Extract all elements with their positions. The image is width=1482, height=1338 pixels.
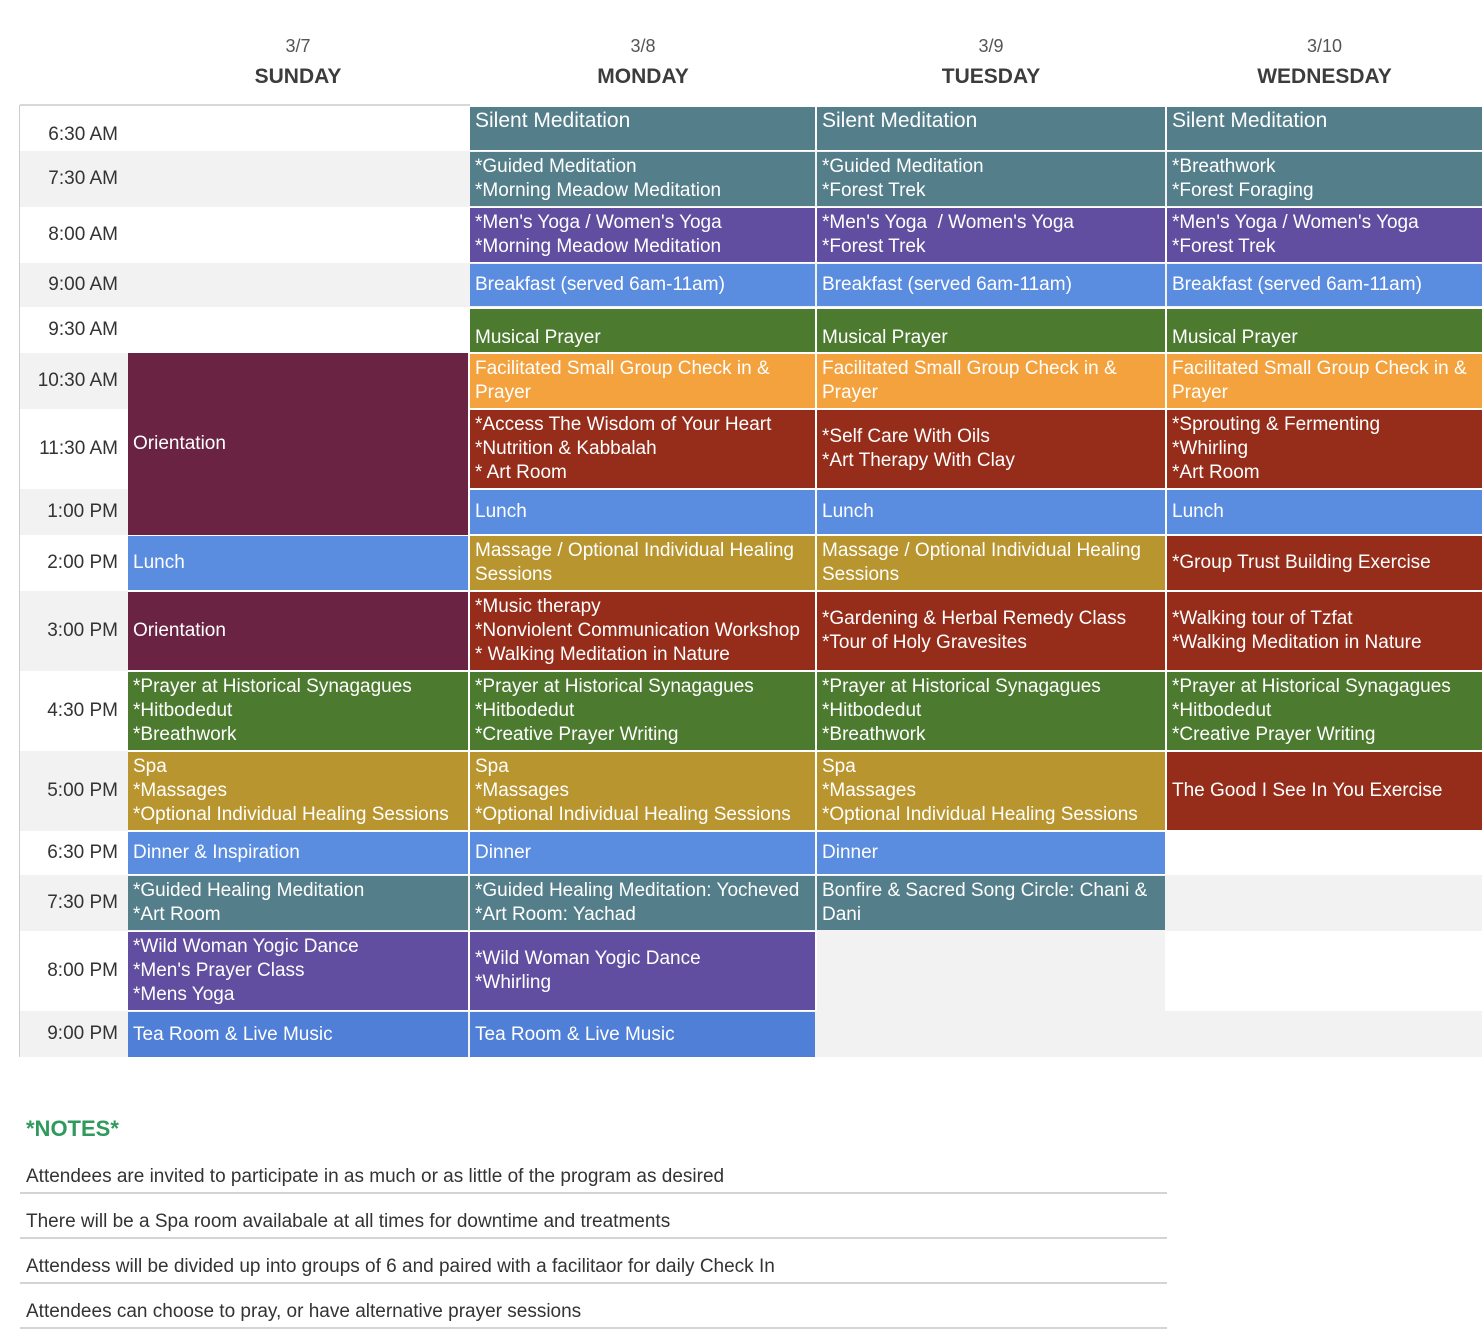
event-mon-yoga[interactable] (470, 208, 815, 262)
time-label: 9:00 PM (47, 1023, 118, 1044)
event-wed-prayer[interactable] (1167, 672, 1482, 750)
event-line: *Walking tour of Tzfat (1172, 608, 1353, 629)
event-wed-walking[interactable] (1167, 592, 1482, 670)
event-line: *Sprouting & Fermenting (1172, 414, 1381, 435)
event-wed-trust[interactable] (1167, 536, 1482, 590)
event-line: *Creative Prayer Writing (1172, 724, 1376, 745)
time-label: 3:00 PM (47, 620, 118, 641)
event-sun-dance[interactable] (128, 932, 468, 1010)
event-tue-breakfast[interactable] (817, 264, 1165, 306)
event-line: *Nonviolent Communication Workshop (475, 620, 800, 641)
event-line: *Men's Yoga / Women's Yoga (1172, 212, 1419, 233)
event-line: Orientation (133, 433, 226, 454)
row-bg (817, 931, 1165, 1011)
event-line: *Hitbodedut (1172, 700, 1272, 721)
event-line: Dinner (822, 842, 878, 863)
event-tue-oils[interactable] (817, 410, 1165, 488)
event-line: *Mens Yoga (133, 984, 235, 1005)
event-mon-dinner[interactable] (470, 832, 815, 874)
event-line: Dinner & Inspiration (133, 842, 300, 863)
grid-top-border (20, 104, 470, 106)
event-mon-silent[interactable] (470, 107, 815, 150)
event-line: Spa (475, 756, 509, 777)
note-item: There will be a Spa room availabale at all times for downtime and treatments (20, 1195, 1167, 1239)
event-line: *Optional Individual Healing Sessions (475, 804, 791, 825)
event-line: Sessions (475, 564, 553, 585)
event-line: *Gardening & Herbal Remedy Class (822, 608, 1127, 629)
event-line: *Massages (475, 780, 569, 801)
event-line: Breakfast (served 6am-11am) (475, 274, 725, 295)
event-line: *Guided Meditation (475, 156, 637, 177)
time-label: 2:00 PM (47, 552, 118, 573)
event-line: *Creative Prayer Writing (475, 724, 679, 745)
event-sun-tea[interactable] (128, 1012, 468, 1057)
time-label: 11:30 AM (39, 438, 118, 459)
event-line: * Walking Meditation in Nature (475, 644, 730, 665)
event-sun-lunch[interactable] (128, 536, 468, 590)
event-mon-lunch[interactable] (470, 490, 815, 534)
day-date: 3/10 (1306, 36, 1343, 56)
event-line: *Optional Individual Healing Sessions (822, 804, 1138, 825)
event-line: Breakfast (served 6am-11am) (822, 274, 1072, 295)
day-date: 3/8 (630, 36, 656, 56)
event-line: The Good I See In You Exercise (1172, 780, 1443, 801)
time-label: 8:00 PM (47, 960, 118, 981)
event-line: *Hitbodedut (133, 700, 233, 721)
time-label: 8:00 AM (48, 224, 118, 245)
event-mon-heart[interactable] (470, 410, 815, 488)
time-label: 5:00 PM (47, 780, 118, 801)
day-name: WEDNESDAY (1257, 65, 1392, 88)
event-line: *Prayer at Historical Synagagues (475, 676, 754, 697)
event-line: *Forest Trek (822, 180, 926, 201)
event-line: *Wild Woman Yogic Dance (133, 936, 359, 957)
event-line: *Forest Foraging (1172, 180, 1314, 201)
event-sun-orientation[interactable] (128, 353, 468, 535)
event-line: *Prayer at Historical Synagagues (133, 676, 412, 697)
event-wed-yoga[interactable] (1167, 208, 1482, 262)
day-date: 3/7 (285, 36, 311, 56)
event-line: *Art Therapy With Clay (822, 450, 1015, 471)
event-line: Lunch (475, 501, 527, 522)
event-line: Tea Room & Live Music (133, 1023, 333, 1045)
event-line: *Prayer at Historical Synagagues (1172, 676, 1451, 697)
event-line: *Men's Prayer Class (133, 960, 305, 981)
event-mon-prayer[interactable] (470, 672, 815, 750)
day-header-wednesday (1167, 36, 1482, 89)
event-tue-lunch[interactable] (817, 490, 1165, 534)
note-item: Attendess will be divided up into groups of 6 and paired with a facilitaor for daily Check In (20, 1240, 1167, 1284)
day-header-sunday (128, 36, 468, 89)
event-tue-massage[interactable] (817, 536, 1165, 590)
event-wed-silent[interactable] (1167, 107, 1482, 150)
event-mon-music[interactable] (470, 592, 815, 670)
event-wed-musical[interactable] (1167, 309, 1482, 352)
event-line: Silent Meditation (475, 109, 631, 132)
event-line: *Group Trust Building Exercise (1172, 552, 1431, 573)
event-wed-breakfast[interactable] (1167, 264, 1482, 306)
event-line: *Whirling (475, 972, 552, 993)
event-line: Prayer (1172, 382, 1228, 403)
event-mon-healing[interactable] (470, 876, 815, 930)
event-sun-dinner[interactable] (128, 832, 468, 874)
notes-title: *NOTES* (26, 1116, 119, 1141)
time-label: 9:30 AM (48, 319, 118, 340)
event-line: Silent Meditation (1172, 109, 1328, 132)
event-line: Musical Prayer (822, 327, 948, 348)
time-label: 6:30 AM (48, 124, 118, 145)
note-item: Attendees can choose to pray, or have alternative prayer sessions (20, 1285, 1167, 1329)
event-tue-garden[interactable] (817, 592, 1165, 670)
time-label: 7:30 PM (47, 892, 118, 913)
time-label: 6:30 PM (47, 842, 118, 863)
event-mon-guided[interactable] (470, 152, 815, 206)
event-tue-guided[interactable] (817, 152, 1165, 206)
event-line: *Walking Meditation in Nature (1172, 632, 1422, 653)
event-line: Sessions (822, 564, 900, 585)
event-tue-yoga[interactable] (817, 208, 1165, 262)
event-line: Lunch (1172, 501, 1224, 522)
event-line: *Art Room (133, 904, 221, 925)
event-line: Silent Meditation (822, 109, 978, 132)
event-tue-silent[interactable] (817, 107, 1165, 150)
event-line: *Art Room: Yachad (475, 904, 636, 925)
event-tue-dinner[interactable] (817, 832, 1165, 874)
event-line: *Optional Individual Healing Sessions (133, 804, 449, 825)
event-wed-sprouting[interactable] (1167, 410, 1482, 488)
event-line: *Guided Healing Meditation: Yocheved (475, 880, 800, 901)
event-line: Orientation (133, 620, 226, 641)
event-line: *Men's Yoga / Women's Yoga (475, 212, 722, 233)
event-tue-spa[interactable] (817, 752, 1165, 830)
event-mon-tea[interactable] (470, 1012, 815, 1057)
day-name: TUESDAY (941, 65, 1041, 88)
time-label: 9:00 AM (48, 274, 118, 295)
event-line: Musical Prayer (1172, 327, 1298, 348)
event-mon-massage[interactable] (470, 536, 815, 590)
event-sun-prayer[interactable] (128, 672, 468, 750)
event-line: *Access The Wisdom of Your Heart (475, 414, 772, 435)
event-line: Dinner (475, 842, 531, 863)
event-mon-spa[interactable] (470, 752, 815, 830)
event-line: *Whirling (1172, 438, 1249, 459)
event-line: *Massages (133, 780, 227, 801)
event-line: *Breathwork (1172, 156, 1276, 177)
event-line: *Breathwork (822, 724, 926, 745)
event-line: *Tour of Holy Gravesites (822, 632, 1027, 653)
event-line: Dani (822, 904, 862, 925)
time-label: 4:30 PM (47, 700, 118, 721)
event-tue-checkin[interactable] (817, 354, 1165, 408)
event-line: *Hitbodedut (822, 700, 922, 721)
event-line: Musical Prayer (475, 327, 601, 348)
event-line: Massage / Optional Individual Healing (822, 540, 1141, 561)
event-line: Breakfast (served 6am-11am) (1172, 274, 1422, 295)
event-wed-breathwork[interactable] (1167, 152, 1482, 206)
time-label: 1:00 PM (47, 501, 118, 522)
event-line: *Wild Woman Yogic Dance (475, 948, 701, 969)
event-line: Prayer (822, 382, 878, 403)
note-item: Attendees are invited to participate in as much or as little of the program as desired (20, 1150, 1167, 1194)
event-line: Facilitated Small Group Check in & (475, 358, 770, 379)
event-sun-orientation-2[interactable] (128, 592, 468, 670)
event-line: Spa (822, 756, 856, 777)
event-line: Tea Room & Live Music (475, 1023, 675, 1045)
event-sun-spa[interactable] (128, 752, 468, 830)
day-header-monday (470, 36, 816, 89)
event-line: Facilitated Small Group Check in & (822, 358, 1117, 379)
event-line: *Guided Meditation (822, 156, 984, 177)
event-line: Lunch (133, 552, 185, 573)
event-line: *Morning Meadow Meditation (475, 180, 722, 201)
time-label: 7:30 AM (48, 168, 118, 189)
event-line: *Art Room (1172, 462, 1260, 483)
event-line: *Nutrition & Kabbalah (475, 438, 657, 459)
day-name: SUNDAY (254, 65, 342, 88)
event-tue-bonfire[interactable] (817, 876, 1165, 930)
event-line: Lunch (822, 501, 874, 522)
event-mon-musical[interactable] (470, 309, 815, 352)
event-mon-checkin[interactable] (470, 354, 815, 408)
event-wed-lunch[interactable] (1167, 490, 1482, 534)
event-wed-good[interactable] (1167, 752, 1482, 830)
event-line: Facilitated Small Group Check in & (1172, 358, 1467, 379)
event-line: Massage / Optional Individual Healing (475, 540, 794, 561)
event-line: *Forest Trek (822, 236, 926, 257)
event-line: Bonfire & Sacred Song Circle: Chani & (822, 880, 1148, 901)
event-line: *Prayer at Historical Synagagues (822, 676, 1101, 697)
event-tue-musical[interactable] (817, 309, 1165, 352)
event-line: *Forest Trek (1172, 236, 1276, 257)
day-header-tuesday (817, 36, 1165, 89)
event-line: *Men's Yoga / Women's Yoga (822, 212, 1074, 233)
event-line: *Hitbodedut (475, 700, 575, 721)
time-label: 10:30 AM (37, 370, 118, 391)
event-tue-prayer[interactable] (817, 672, 1165, 750)
event-mon-breakfast[interactable] (470, 264, 815, 306)
event-line: *Massages (822, 780, 916, 801)
event-line: Spa (133, 756, 167, 777)
event-line: * Art Room (475, 462, 567, 483)
day-date: 3/9 (978, 36, 1004, 56)
event-line: *Morning Meadow Meditation (475, 236, 722, 257)
day-name: MONDAY (597, 65, 689, 88)
event-wed-checkin[interactable] (1167, 354, 1482, 408)
event-sun-healing[interactable] (128, 876, 468, 930)
event-line: *Self Care With Oils (822, 426, 990, 447)
event-line: *Guided Healing Meditation (133, 880, 365, 901)
event-line: *Breathwork (133, 724, 237, 745)
event-mon-dance[interactable] (470, 932, 815, 1010)
event-line: *Music therapy (475, 596, 601, 617)
event-line: Prayer (475, 382, 531, 403)
